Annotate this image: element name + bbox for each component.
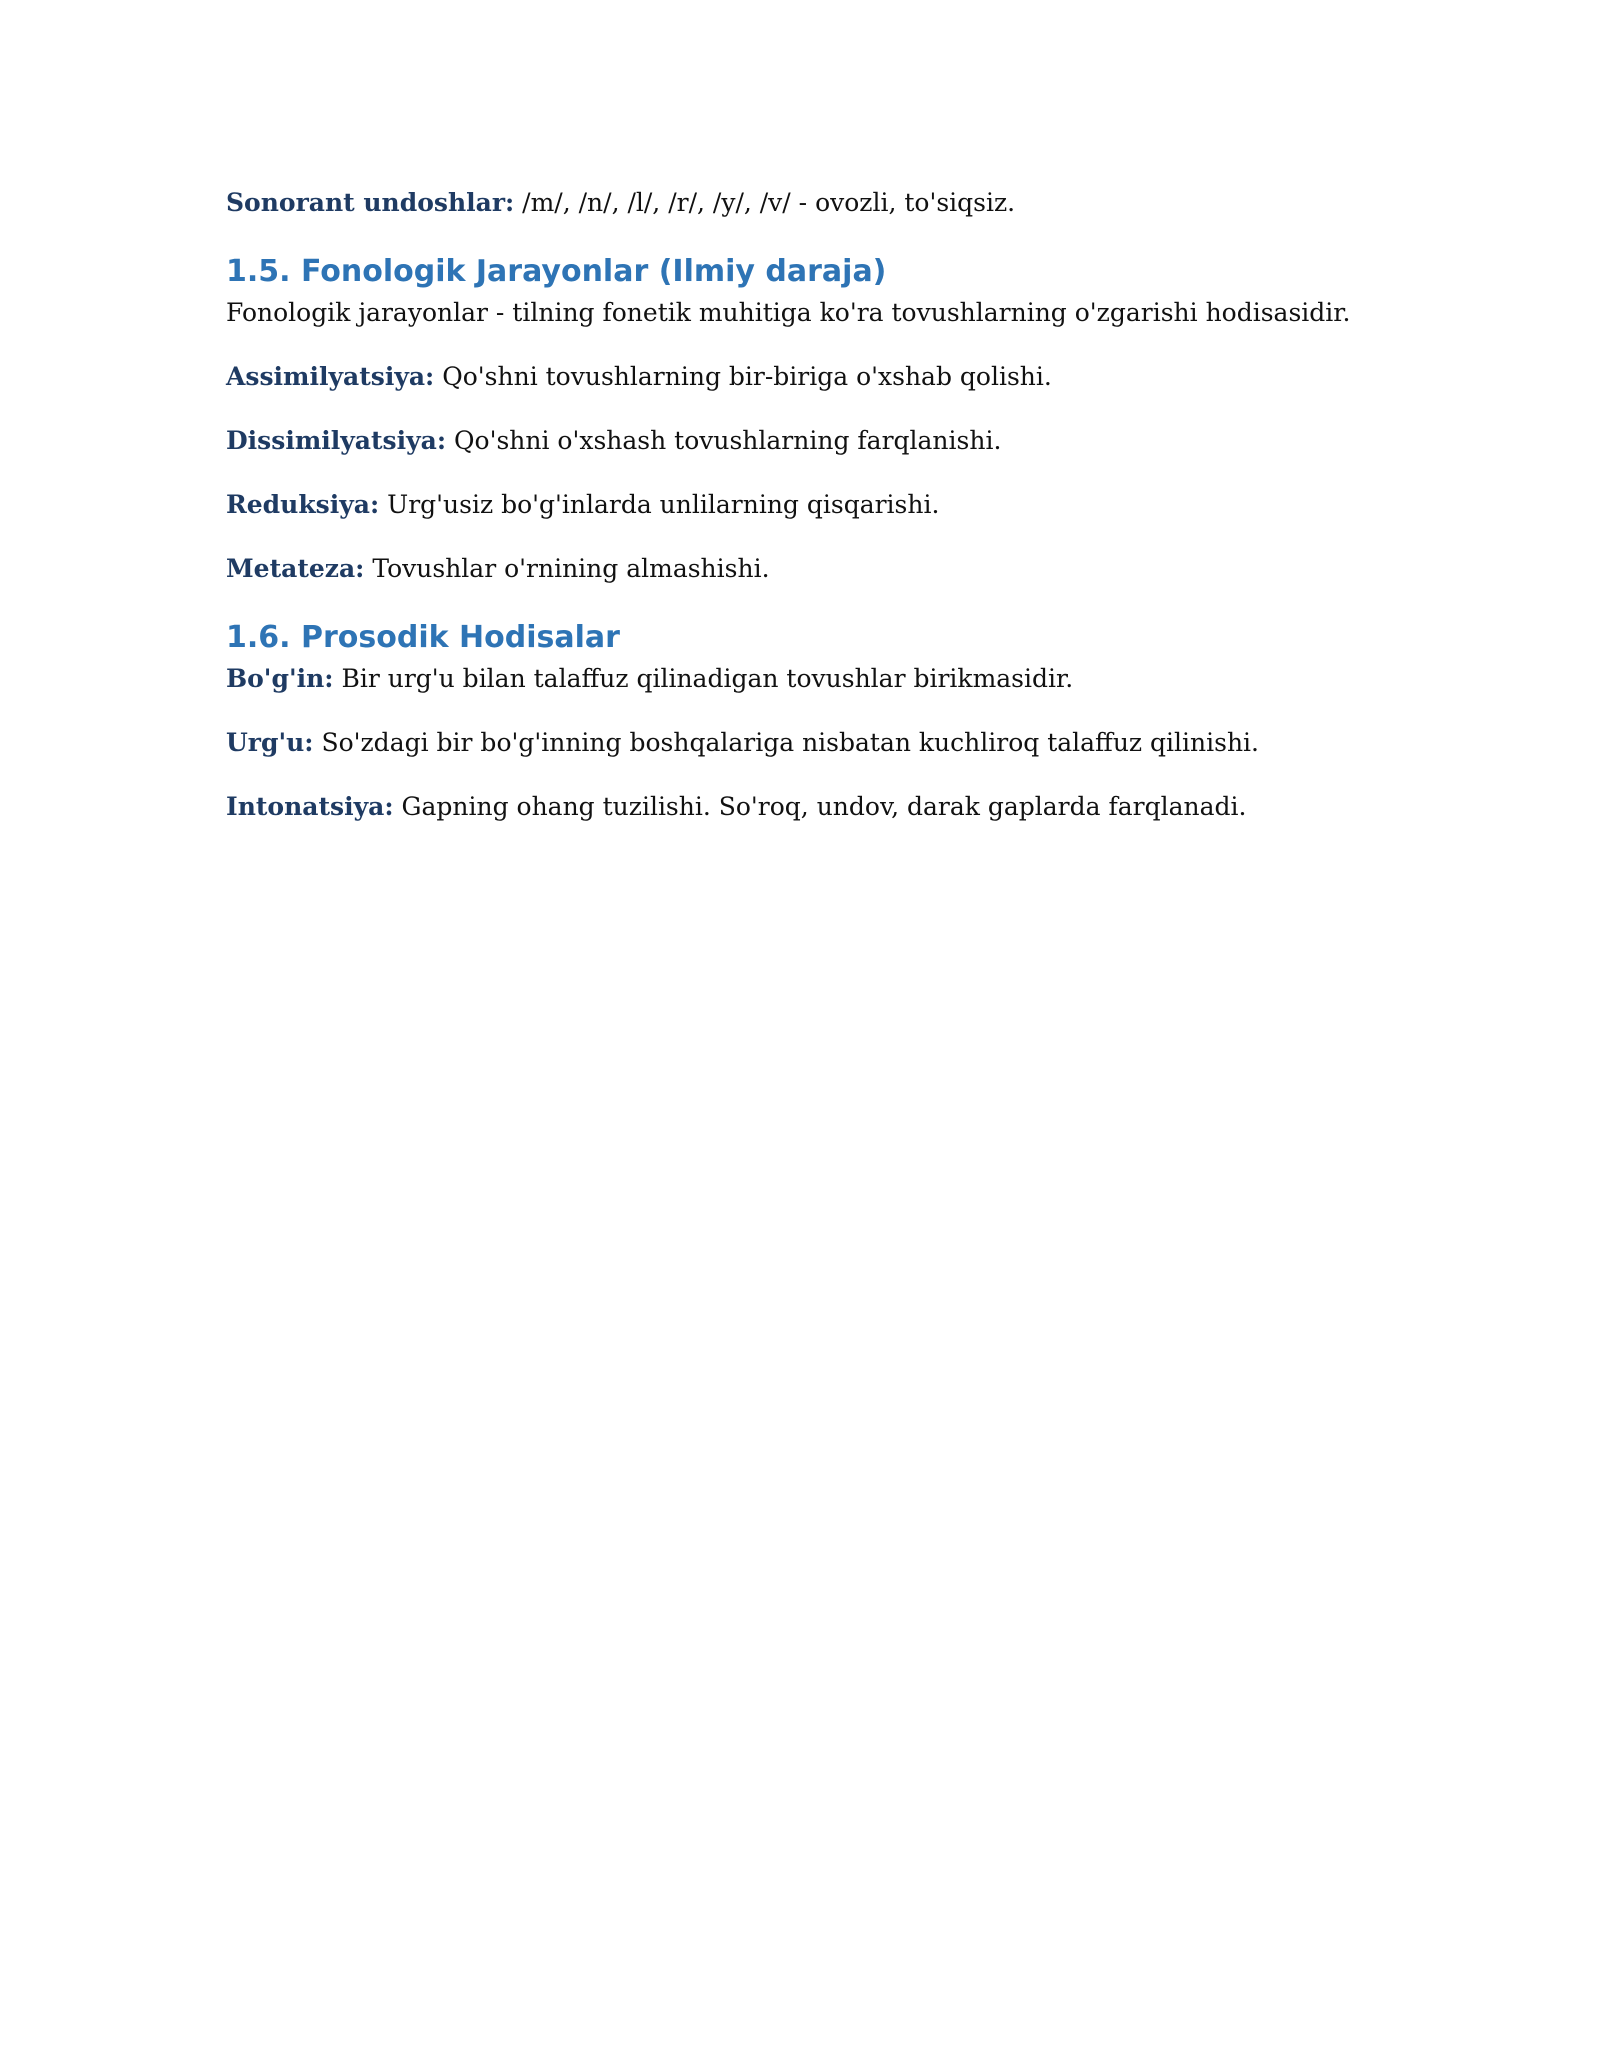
term-label: Sonorant undoshlar: <box>226 188 515 217</box>
paragraph-sonorant <box>226 183 1406 223</box>
term-label: Metateza: <box>226 554 365 583</box>
term-label: Urg'u: <box>226 728 314 757</box>
term-definition: So'zdagi bir bo'g'inning boshqalariga nisbatan kuchliroq talaffuz qilinishi. <box>313 728 1259 757</box>
section-heading-1-5: 1.5. Fonologik Jarayonlar (Ilmiy daraja) <box>226 254 887 289</box>
term-definition: /m/, /n/, /l/, /r/, /y/, /v/ - ovozli, to'siqsiz. <box>514 188 1016 217</box>
paragraph-bogin <box>226 659 1406 699</box>
term-label: Bo'g'in: <box>226 664 334 693</box>
term-definition: Qo'shni o'xshash tovushlarning farqlanishi. <box>446 426 1002 455</box>
paragraph-urgu <box>226 723 1406 763</box>
paragraph-assimilyatsiya <box>226 357 1406 397</box>
term-label: Dissimilyatsiya: <box>226 426 447 455</box>
term-definition: Urg'usiz bo'g'inlarda unlilarning qisqarishi. <box>379 490 940 519</box>
paragraph-intonatsiya <box>226 787 1406 827</box>
term-label: Assimilyatsiya: <box>226 362 435 391</box>
document-body <box>226 183 1406 851</box>
term-label: Reduksiya: <box>226 490 380 519</box>
section-heading-1-6: 1.6. Prosodik Hodisalar <box>226 620 620 655</box>
term-label: Intonatsiya: <box>226 792 394 821</box>
paragraph-metateza <box>226 549 1406 589</box>
term-definition: Bir urg'u bilan talaffuz qilinadigan tovushlar birikmasidir. <box>333 664 1074 693</box>
term-definition: Qo'shni tovushlarning bir-biriga o'xshab qolishi. <box>434 362 1052 391</box>
paragraph-dissimilyatsiya <box>226 421 1406 461</box>
term-definition: Tovushlar o'rnining almashishi. <box>364 554 770 583</box>
section-1-5-intro: Fonologik jarayonlar - tilning fonetik muhitiga ko'ra tovushlarning o'zgarishi hodisasidir. <box>226 298 1351 327</box>
paragraph-reduksiya <box>226 485 1406 525</box>
term-definition: Gapning ohang tuzilishi. So'roq, undov, darak gaplarda farqlanadi. <box>393 792 1247 821</box>
